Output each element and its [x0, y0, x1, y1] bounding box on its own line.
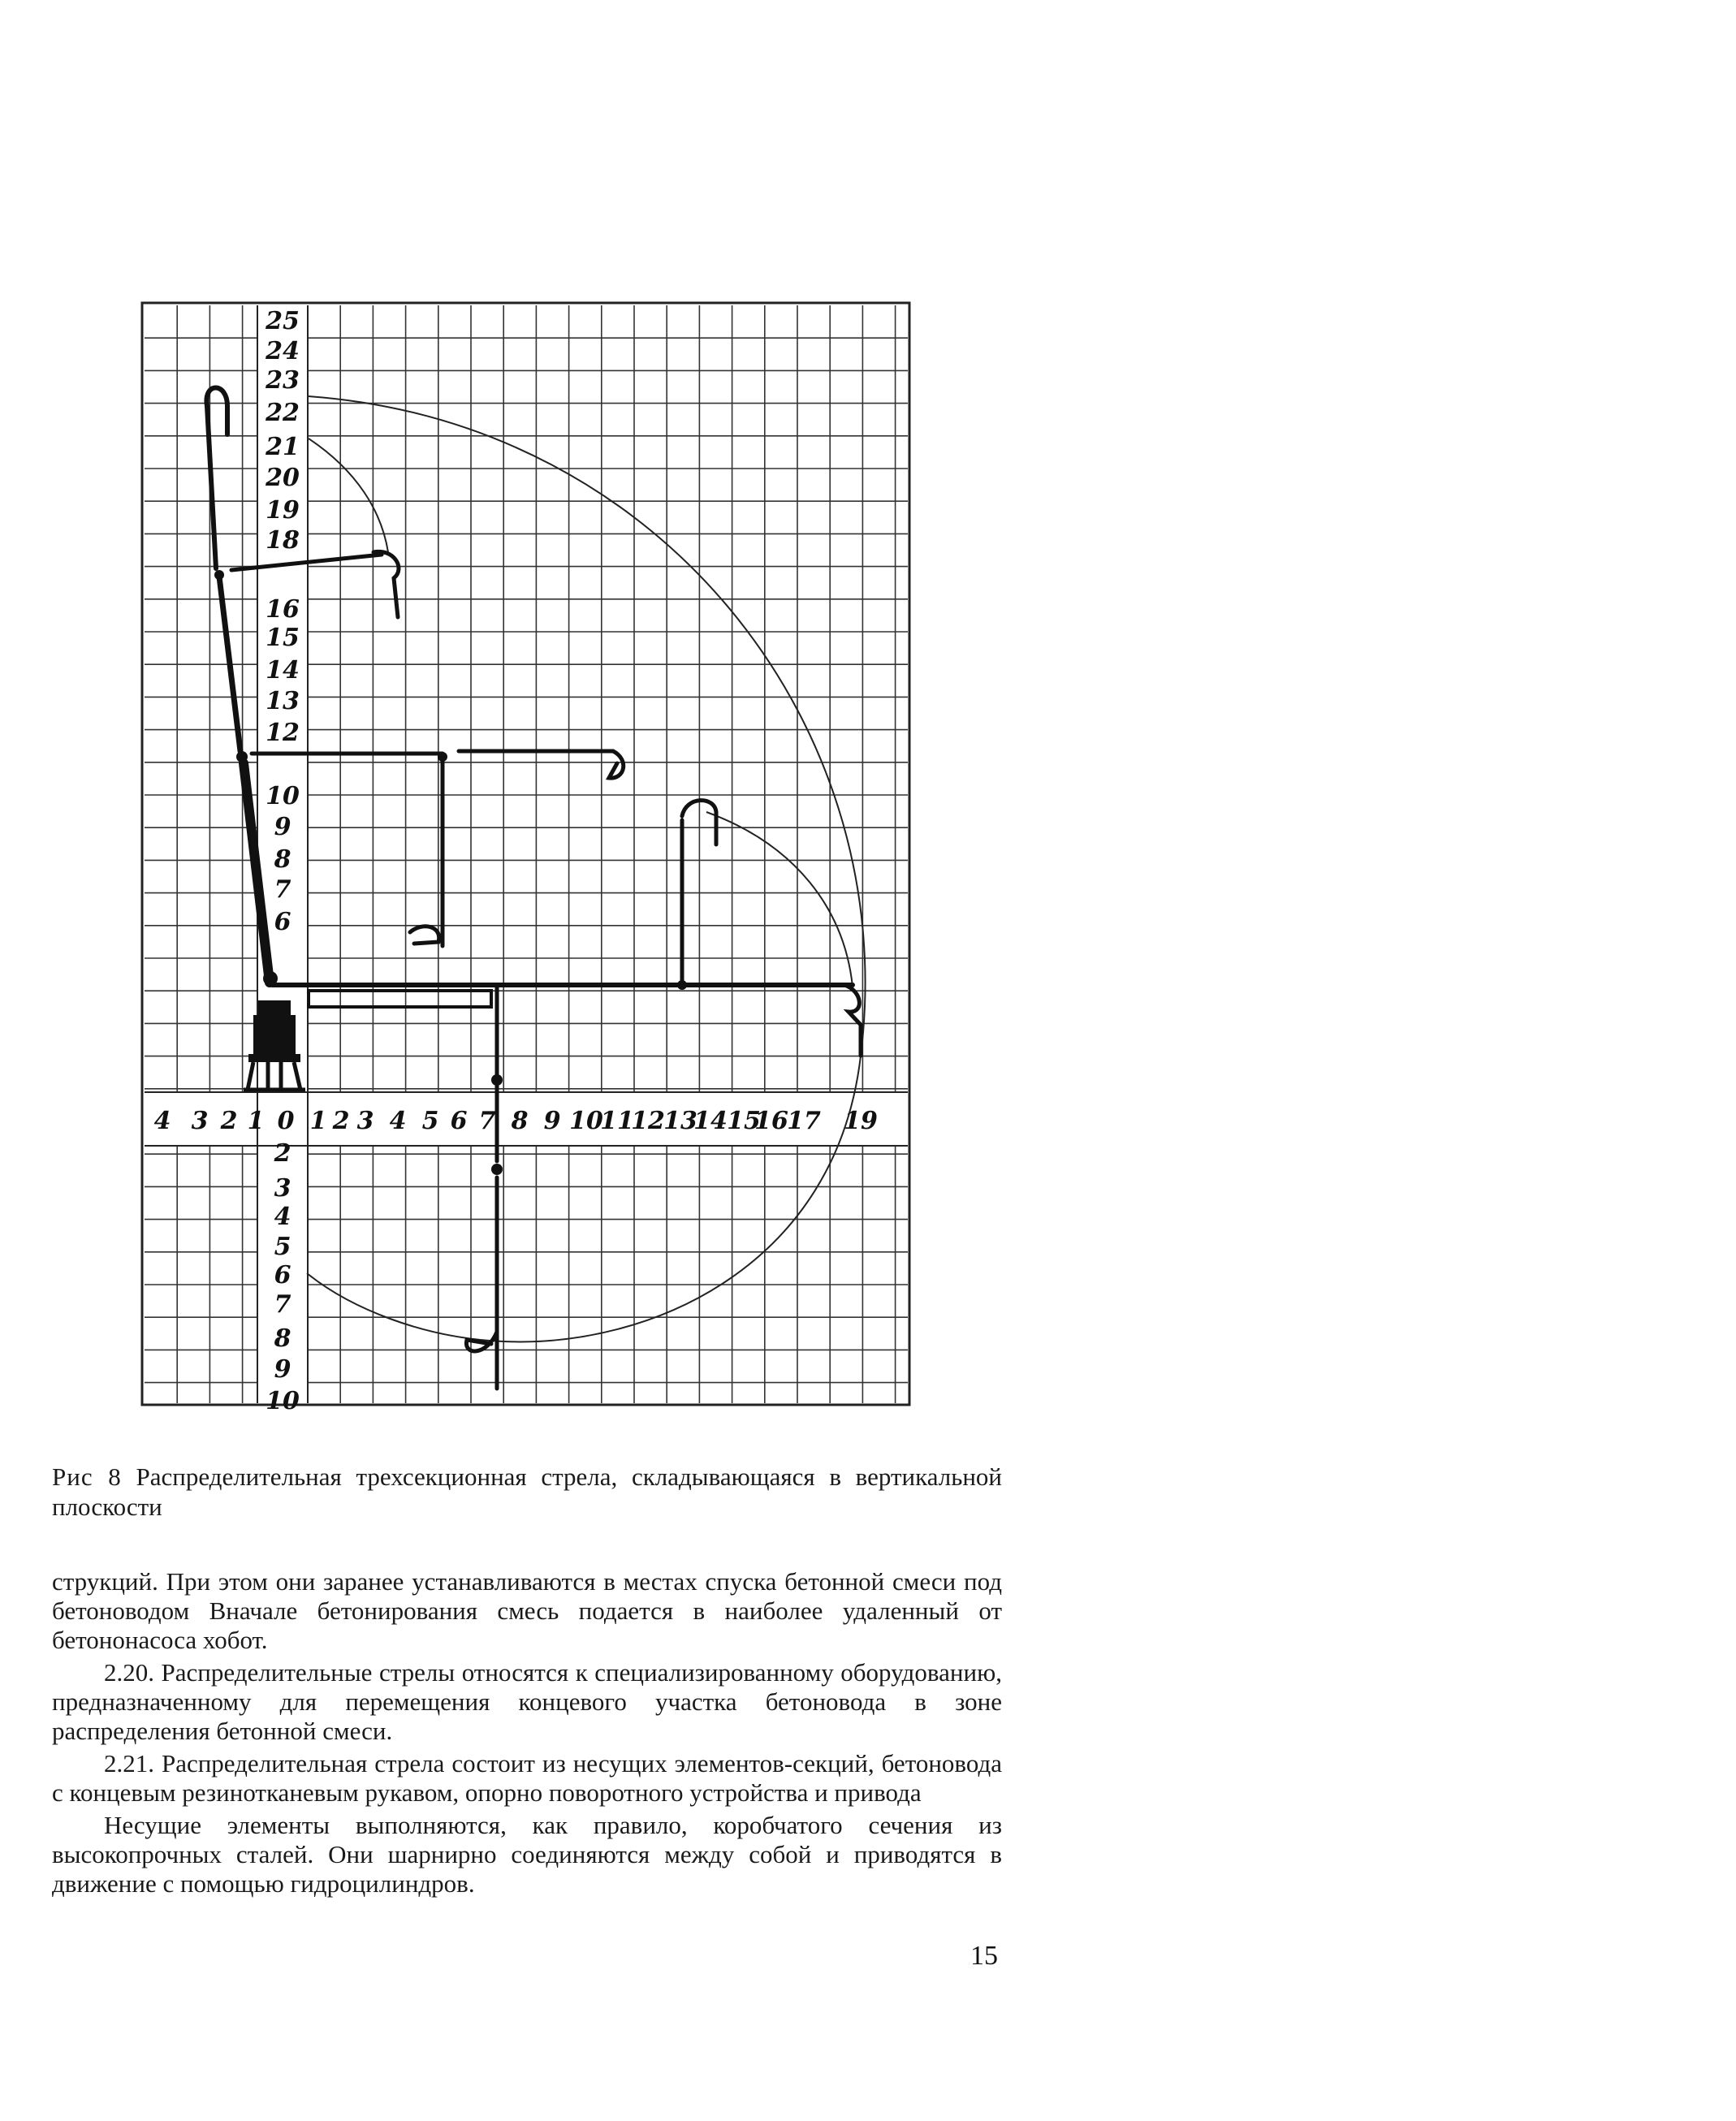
axis-label: 24: [266, 337, 300, 365]
caption-label: Рис 8: [52, 1462, 122, 1491]
axis-label: 2: [274, 1139, 291, 1168]
axis-label: 8: [274, 1324, 291, 1353]
axis-label: 2: [332, 1107, 350, 1135]
axis-label: 3: [191, 1107, 209, 1135]
axis-label: 23: [266, 366, 300, 395]
axis-label: 25: [266, 307, 300, 335]
axis-label: 5: [421, 1107, 439, 1135]
paragraph: 2.21. Распределительная стрела состоит из несущих элементов-секций, бетоновода с концевым резинотканевым рукавом, опорно поворотного устройства и привода: [52, 1749, 1002, 1807]
axis-label: 1: [247, 1107, 265, 1135]
axis-label: 14: [266, 656, 300, 685]
axis-label: 14: [693, 1107, 728, 1135]
axis-label: 22: [266, 399, 300, 427]
axis-label: 7: [274, 875, 291, 904]
axis-label: 9: [274, 813, 291, 841]
axis-label: 6: [274, 1261, 291, 1289]
axis-label: 8: [511, 1107, 529, 1135]
upper-fold-arc: [309, 438, 388, 552]
axis-label: 15: [727, 1107, 761, 1135]
axis-label: 2: [220, 1107, 238, 1135]
axis-label: 21: [266, 433, 300, 461]
axis-label: 13: [663, 1107, 697, 1135]
page-number: 15: [970, 1941, 998, 1971]
axis-label: 9: [543, 1107, 561, 1135]
boom-horizontal: [272, 801, 861, 1056]
axis-label: 11: [600, 1107, 634, 1135]
axis-label: 12: [631, 1107, 665, 1135]
axis-label: 1: [309, 1107, 327, 1135]
axis-label: 3: [274, 1174, 291, 1203]
axis-label: 3: [356, 1107, 374, 1135]
axis-label: 0: [277, 1107, 295, 1135]
axis-label: 18: [266, 526, 300, 555]
body-text: [52, 1567, 1002, 1902]
axis-label: 19: [266, 496, 300, 525]
figure-caption: [52, 1462, 1002, 1522]
axis-label: 15: [266, 624, 300, 652]
caption-text: Распределительная трехсекционная стрела, складывающаяся в вертикальной плоскости: [52, 1462, 1003, 1521]
paragraph: Несущие элементы выполняются, как правило, коробчатого сечения из высокопрочных сталей. Они шарнирно соединяются между собой и приводятся в движение с помощью гидроцилиндров.: [52, 1811, 1002, 1898]
axis-label: 9: [274, 1355, 291, 1384]
axis-label: 20: [266, 464, 300, 492]
axis-label: 13: [266, 687, 300, 715]
axis-label: 5: [274, 1233, 291, 1261]
axis-label: 6: [450, 1107, 468, 1135]
axis-label: 4: [274, 1203, 291, 1231]
axis-label: 6: [274, 908, 291, 936]
axis-label: 19: [844, 1107, 878, 1135]
outer-reach-arc: [307, 396, 866, 1341]
axis-label: 16: [266, 595, 300, 624]
axis-label: 10: [266, 1387, 300, 1415]
axis-label: 7: [478, 1107, 496, 1135]
axis-label: 10: [569, 1107, 603, 1135]
axis-label: 4: [153, 1107, 171, 1135]
paragraph: струкций. При этом они заранее устанавливаются в местах спуска бетонной смеси под бетоноводом Вначале бетонирования смесь подается в наиболее удаленный от бетононасоса хобот.: [52, 1567, 1002, 1654]
axis-label: 10: [266, 782, 300, 810]
axis-label: 12: [266, 719, 300, 747]
axis-label: 17: [787, 1107, 821, 1135]
axis-label: 16: [754, 1107, 788, 1135]
axis-label: 8: [274, 845, 291, 874]
axis-label: 7: [274, 1290, 291, 1319]
axis-label: 4: [389, 1107, 407, 1135]
paragraph: 2.20. Распределительные стрелы относятся к специализированному оборудованию, предназначенному для перемещения концевого участка бетоновода в зоне распределения бетонной смеси.: [52, 1658, 1002, 1745]
